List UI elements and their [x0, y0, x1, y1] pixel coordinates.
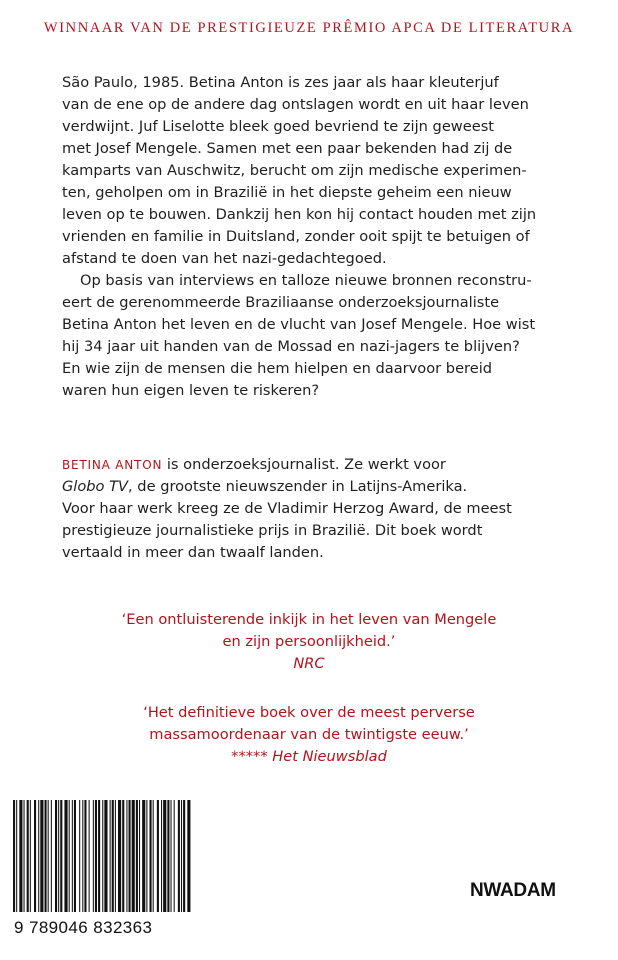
blurb-line: eert de gerenommeerde Braziliaanse onderzoeksjournaliste — [62, 294, 500, 311]
blurb-line: vrienden en familie in Duitsland, zonder ooit spijt te betuigen of — [62, 228, 530, 245]
blurb-line: hij 34 jaar uit handen van de Mossad en nazi-jagers te blijven? — [62, 338, 520, 355]
blurb-line: En wie zijn de mensen die hem hielpen en daarvoor bereid — [62, 360, 493, 377]
blurb-line: ten, geholpen om in Brazilië in het diepste geheim een nieuw — [62, 184, 512, 201]
tv-channel-name: Globo TV — [62, 478, 129, 495]
blurb-text — [62, 72, 562, 402]
blurb-line: kamparts van Auschwitz, berucht om zijn medische experimen- — [62, 162, 527, 179]
blurb-line: waren hun eigen leven te riskeren? — [62, 382, 320, 399]
bio-line: Voor haar werk kreeg ze de Vladimir Herzog Award, de meest — [62, 500, 512, 517]
quote-line: ‘Het definitieve boek over de meest perverse — [143, 704, 475, 721]
bio-line — [62, 454, 562, 476]
author-name: BETINA ANTON — [62, 458, 163, 472]
barcode-number: 9 789046 832363 — [14, 918, 153, 937]
bio-text: is onderzoeksjournalist. Ze werkt voor — [162, 456, 446, 473]
bio-line: prestigieuze journalistieke prijs in Brazilië. Dit boek wordt — [62, 522, 483, 539]
rating-stars: ***** — [231, 748, 268, 765]
quote-line: massamoordenaar van de twintigste eeuw.’ — [149, 726, 469, 743]
bio-line — [62, 476, 562, 498]
blurb-line: afstand te doen van het nazi-gedachtegoed. — [62, 250, 387, 267]
bio-text: , de grootste nieuwszender in Latijns-Amerika. — [128, 478, 468, 495]
blurb-line: verdwijnt. Juf Liselotte bleek goed bevriend te zijn geweest — [62, 118, 495, 135]
review-quote-nieuwsblad — [0, 702, 618, 768]
quote-source: Het Nieuwsblad — [272, 748, 387, 765]
quote-line: en zijn persoonlijkheid.’ — [222, 633, 396, 650]
barcode-icon — [13, 800, 191, 922]
blurb-line: leven op te bouwen. Dankzij hen kon hij contact houden met zijn — [62, 206, 537, 223]
blurb-line: São Paulo, 1985. Betina Anton is zes jaar als haar kleuterjuf — [62, 74, 499, 91]
quote-source-line — [0, 746, 618, 768]
blurb-line: Betina Anton het leven en de vlucht van Josef Mengele. Hoe wist — [62, 316, 536, 333]
blurb-paragraph-1 — [62, 72, 562, 270]
blurb-line: van de ene op de andere dag ontslagen wordt en uit haar leven — [62, 96, 529, 113]
publisher-logo: NWADAM — [470, 880, 556, 901]
blurb-line: Op basis van interviews en talloze nieuwe bronnen reconstru- — [80, 272, 532, 289]
quote-line: ‘Een ontluisterende inkijk in het leven van Mengele — [121, 611, 497, 628]
award-banner: WINNAAR VAN DE PRESTIGIEUZE PRÊMIO APCA DE LITERATURA — [43, 20, 575, 36]
bio-line: vertaald in meer dan twaalf landen. — [62, 544, 324, 561]
blurb-paragraph-2 — [62, 270, 562, 402]
review-quote-nrc — [0, 609, 618, 675]
quote-source: NRC — [293, 655, 325, 672]
author-bio — [62, 454, 562, 564]
blurb-line: met Josef Mengele. Samen met een paar bekenden had zij de — [62, 140, 513, 157]
